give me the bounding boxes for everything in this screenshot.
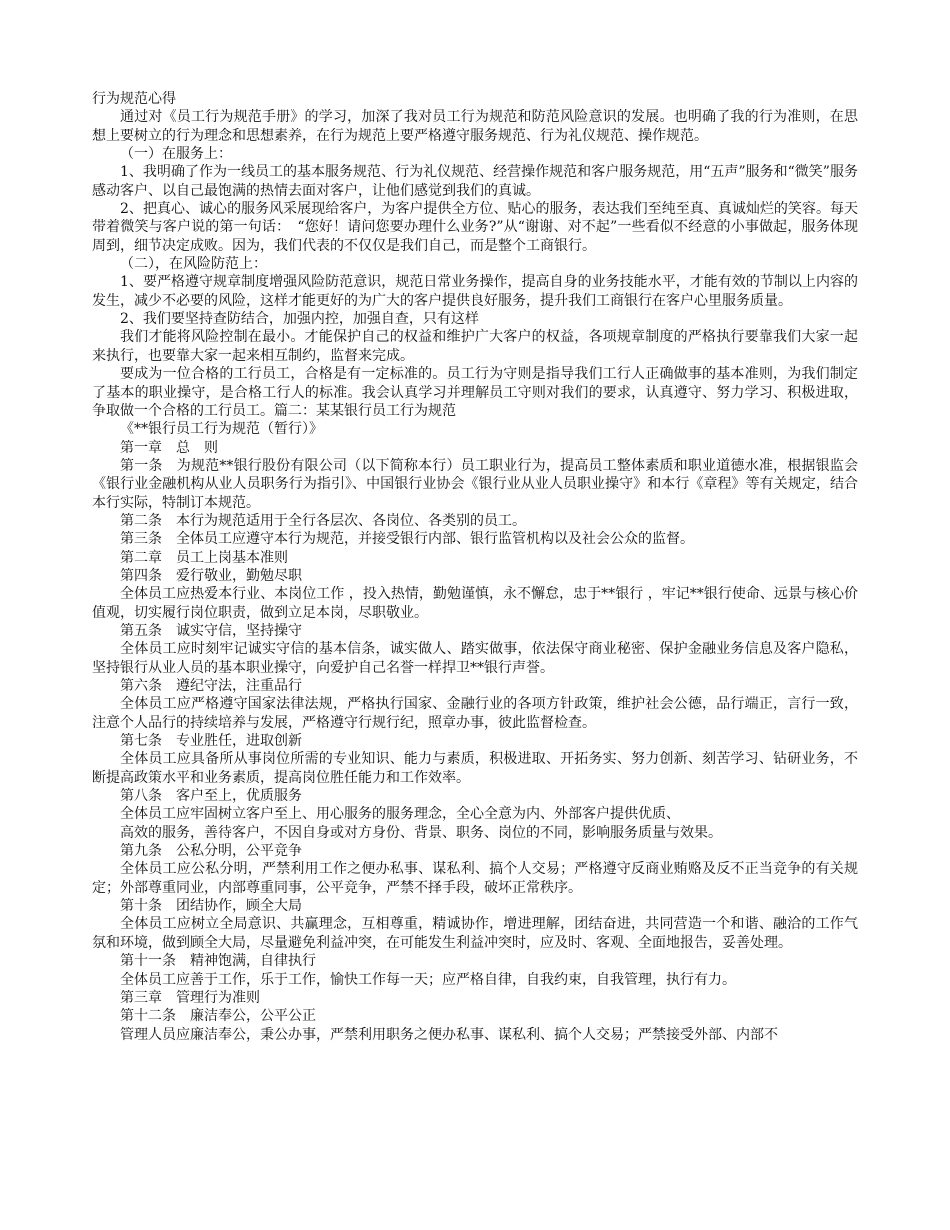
- paragraph: 2、把真心、诚心的服务风采展现给客户，为客户提供全方位、贴心的服务，表达我们至纯至真、真诚灿烂的笑容。每天带着微笑与客户说的第一句话： “您好！请问您要办理什么业务?”从“谢谢、对不起”一些看似不经意的小事做起，服务体现周到，细节决定成败。因为，我们代表的不仅仅是我们自己，而是整个工商银行。: [92, 201, 858, 254]
- article-heading: 第八条 客户至上，优质服务: [120, 788, 302, 805]
- article-body: 全体员工应善于工作，乐于工作，愉快工作每一天；应严格自律，自我约束，自我管理，执行有力。: [120, 971, 736, 988]
- chapter-heading: 第一章 总 则: [120, 439, 218, 456]
- article-body: 全体员工应严格遵守国家法律法规，严格执行国家、金融行业的各项方针政策，维护社会公德，品行端正，言行一致，注意个人品行的持续培养与发展，严格遵守行规行纪，照章办事，彼此监督检查。: [92, 696, 858, 731]
- paragraph: 1、要严格遵守规章制度增强风险防范意识，规范日常业务操作，提高自身的业务技能水平，才能有效的节制以上内容的发生，减少不必要的风险，这样才能更好的为广大的客户提供良好服务，提升我们工商银行在客户心里服务质量。: [92, 274, 858, 309]
- article-heading: 第十条 团结协作，顾全大局: [120, 898, 302, 915]
- paragraph: 要成为一位合格的工行员工，合格是有一定标准的。员工行为守则是指导我们工行人正确做事的基本准则，为我们制定了基本的职业操守，是合格工行人的标准。我会认真学习并理解员工守则对我们的要求，认真遵守、努力学习、积极进取，争取做一个合格的工行员工。篇二：某某银行员工行为规范: [92, 366, 858, 419]
- article-body: 高效的服务，善待客户，不因自身或对方身份、背景、职务、岗位的不同，影响服务质量与效果。: [120, 824, 722, 841]
- article-body: 全体员工应树立全局意识、共赢理念，互相尊重，精诚协作，增进理解，团结奋进，共同营造一个和谐、融洽的工作气氛和环境，做到顾全大局，尽量避免利益冲突，在可能发生利益冲突时，应及时、客观、全面地报告，妥善处理。: [92, 916, 858, 951]
- article: 第二条 本行为规范适用于全行各层次、各岗位、各类别的员工。: [120, 512, 526, 529]
- regulation-title: 《**银行员工行为规范（暂行）》: [120, 421, 323, 438]
- article: 第一条 为规范**银行股份有限公司（以下简称本行）员工职业行为，提高员工整体素质和职业道德水准，根据银监会《银行业金融机构从业人员职务行为指引》、中国银行业协会《银行业从业人员职业操守》和本行《章程》等有关规定，结合本行实际，特制订本规范。: [92, 457, 858, 511]
- chapter-heading: 第二章 员工上岗基本准则: [120, 549, 288, 566]
- article-body: 全体员工应公私分明，严禁利用工作之便办私事、谋私利、搞个人交易；严格遵守反商业贿赂及反不正当竞争的有关规定；外部尊重同业，内部尊重同事，公平竞争，严禁不择手段，破坏正常秩序。: [92, 861, 858, 896]
- section-heading: （一）在服务上：: [120, 146, 232, 163]
- paragraph: 通过对《员工行为规范手册》的学习，加深了我对员工行为规范和防范风险意识的发展。也明确了我的行为准则，在思想上要树立的行为理念和思想素养，在行为规范上要严格遵守服务规范、行为礼仪规范、操作规范。: [92, 109, 858, 144]
- article-heading: 第五条 诚实守信，坚持操守: [120, 622, 302, 639]
- article-body: 全体员工应牢固树立客户至上、用心服务的服务理念，全心全意为内、外部客户提供优质、: [120, 806, 680, 823]
- article-body: 全体员工应时刻牢记诚实守信的基本信条，诚实做人、踏实做事，依法保守商业秘密、保护金融业务信息及客户隐私，坚持银行从业人员的基本职业操守，向爱护自己名誉一样捍卫**银行声誉。: [92, 641, 858, 676]
- article-heading: 第十二条 廉洁奉公，公平公正: [120, 1008, 316, 1025]
- paragraph: 我们才能将风险控制在最小。才能保护自己的权益和维护广大客户的权益，各项规章制度的严格执行要靠我们大家一起来执行，也要靠大家一起来相互制约，监督来完成。: [92, 329, 858, 364]
- section-heading: （二），在风险防范上：: [120, 256, 267, 273]
- article-body: 全体员工应具备所从事岗位所需的专业知识、能力与素质，积极进取、开拓务实、努力创新、刻苦学习、钻研业务，不断提高政策水平和业务素质，提高岗位胜任能力和工作效率。: [92, 751, 858, 786]
- article: 第三条 全体员工应遵守本行为规范，并接受银行内部、银行监管机构以及社会公众的监督。: [120, 531, 694, 548]
- article-heading: 第十一条 精神饱满，自律执行: [120, 953, 316, 970]
- paragraph: 1、我明确了作为一线员工的基本服务规范、行为礼仪规范、经营操作规范和客户服务规范，用“五声”服务和“微笑”服务感动客户、以自己最饱满的热情去面对客户，让他们感觉到我们的真诚。: [92, 164, 858, 199]
- article-heading: 第四条 爱行敬业，勤勉尽职: [120, 567, 302, 584]
- article-heading: 第九条 公私分明，公平竞争: [120, 843, 302, 860]
- article-heading: 第六条 遵纪守法，注重品行: [120, 678, 302, 694]
- article-body: 全体员工应热爱本行业、本岗位工作 ，投入热情，勤勉谨慎，永不懈怠，忠于**银行 ，牢记**银行使命、远景与核心价值观，切实履行岗位职责，做到立足本岗，尽职敬业。: [92, 586, 858, 621]
- article-body: 管理人员应廉洁奉公，秉公办事，严禁利用职务之便办私事、谋私利、搞个人交易；严禁接受外部、内部不: [120, 1026, 778, 1043]
- paragraph: 2、我们要坚持查防结合，加强内控，加强自查，只有这样: [120, 311, 479, 328]
- document-title: 行为规范心得: [92, 91, 176, 107]
- article-heading: 第七条 专业胜任，进取创新: [120, 733, 302, 750]
- chapter-heading: 第三章 管理行为准则: [120, 989, 260, 1006]
